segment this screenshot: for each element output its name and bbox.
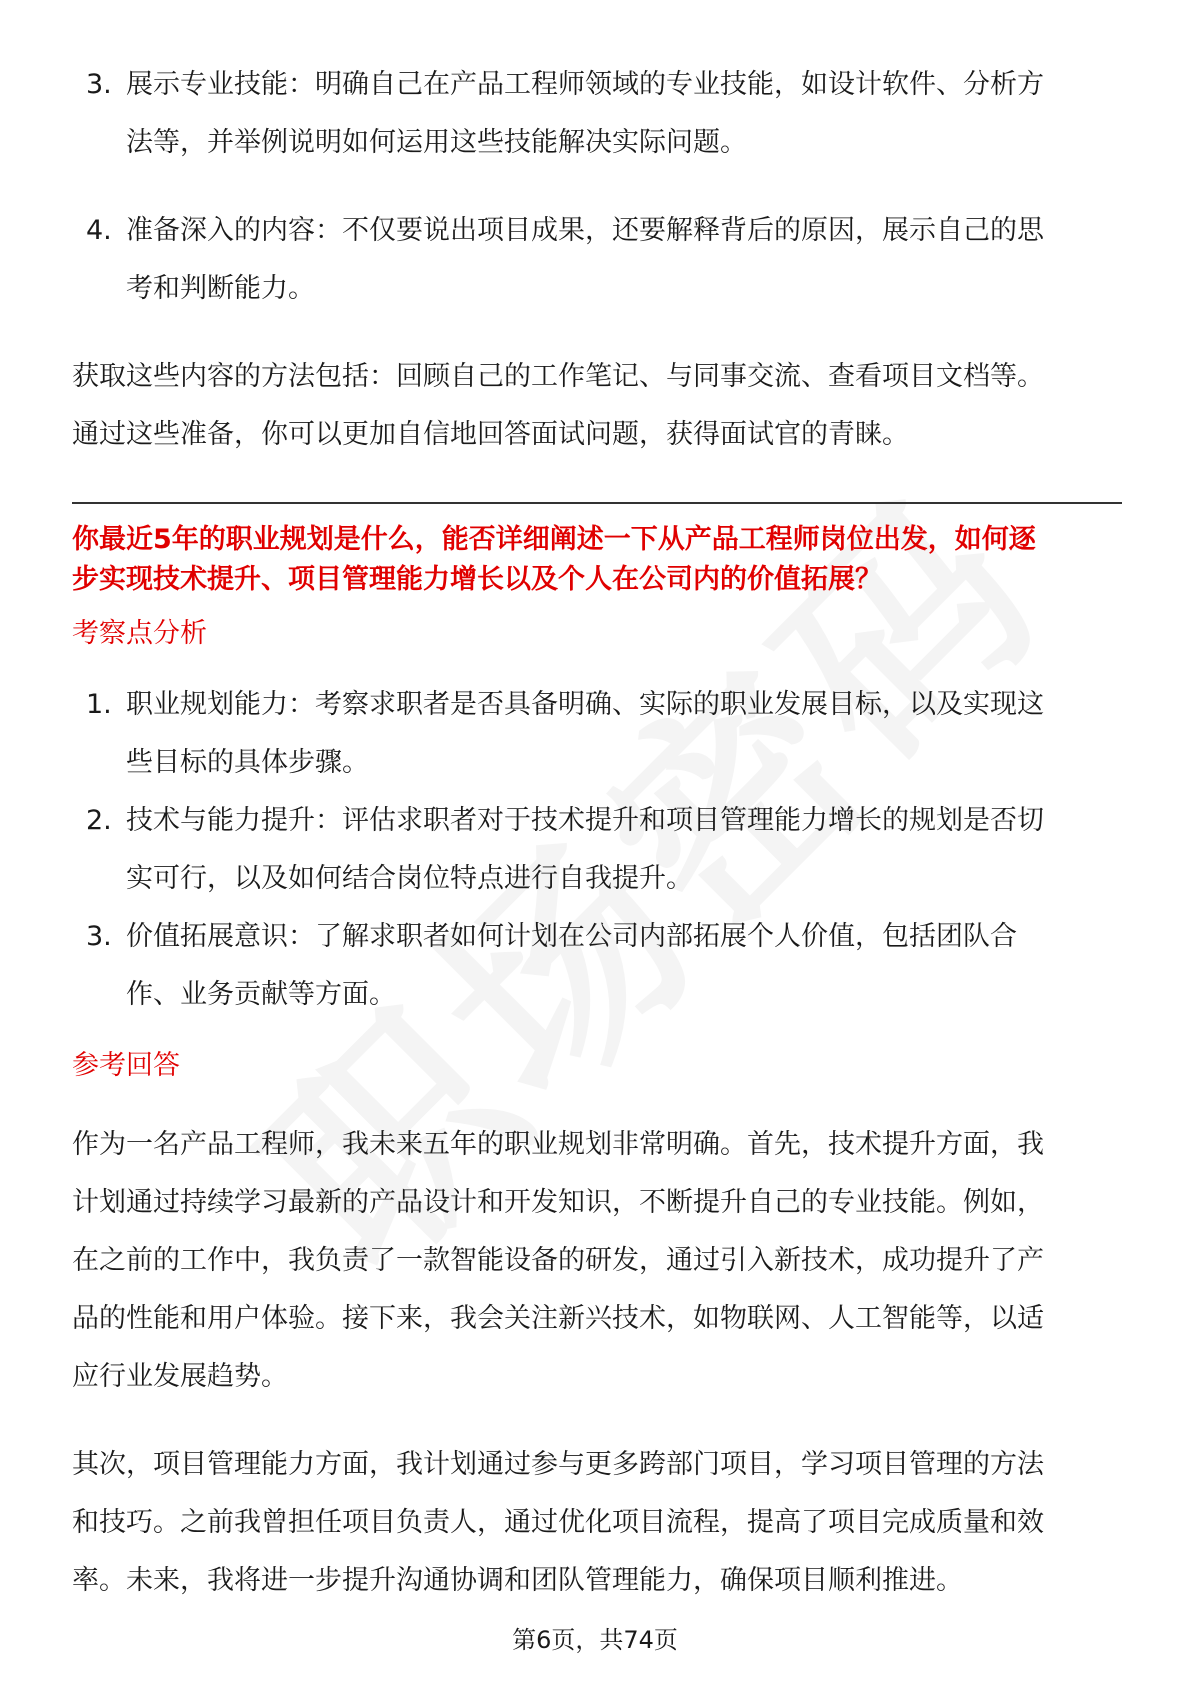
closing-paragraph [72,348,1122,464]
list-item-line: 考和判断能力。 [126,273,315,304]
list-number: 1. [86,689,112,720]
list-item-line: 技术与能力提升：评估求职者对于技术提升和项目管理能力增长的规划是否切 [126,805,1044,836]
paragraph-line: 通过这些准备，你可以更加自信地回答面试问题，获得面试官的青睐。 [72,419,909,450]
list-item [72,676,1122,792]
list-item-line: 法等，并举例说明如何运用这些技能解决实际问题。 [126,127,747,158]
tips-list [72,56,1122,318]
paragraph-line: 率。未来，我将进一步提升沟通协调和团队管理能力，确保项目顺利推进。 [72,1565,963,1596]
list-number: 4. [86,215,112,246]
list-item-line: 展示专业技能：明确自己在产品工程师领域的专业技能，如设计软件、分析方 [126,69,1044,100]
list-item-line: 作、业务贡献等方面。 [126,979,396,1010]
list-item-line: 职业规划能力：考察求职者是否具备明确、实际的职业发展目标，以及实现这 [126,689,1044,720]
question-line: 步实现技术提升、项目管理能力增长以及个人在公司内的价值拓展？ [72,564,882,595]
list-number: 3. [86,69,112,100]
interview-question [72,520,1122,600]
page-footer: 第6页，共74页 [512,1626,678,1654]
list-item-line: 实可行，以及如何结合岗位特点进行自我提升。 [126,863,693,894]
list-item [72,202,1122,318]
paragraph-line: 在之前的工作中，我负责了一款智能设备的研发，通过引入新技术，成功提升了产 [72,1245,1044,1276]
paragraph-line: 计划通过持续学习最新的产品设计和开发知识，不断提升自己的专业技能。例如， [72,1187,1044,1218]
answer-paragraph [72,1436,1122,1610]
list-item-line: 些目标的具体步骤。 [126,747,369,778]
list-number: 3. [86,921,112,952]
paragraph-line: 其次，项目管理能力方面，我计划通过参与更多跨部门项目，学习项目管理的方法 [72,1449,1044,1480]
paragraph-line: 和技巧。之前我曾担任项目负责人，通过优化项目流程，提高了项目完成质量和效 [72,1507,1044,1538]
list-item [72,792,1122,908]
list-item [72,908,1122,1024]
list-item [72,56,1122,172]
list-item-line: 价值拓展意识：了解求职者如何计划在公司内部拓展个人价值，包括团队合 [126,921,1017,952]
answer-heading: 参考回答 [72,1050,180,1081]
paragraph-line: 应行业发展趋势。 [72,1361,288,1392]
analysis-list [72,676,1122,1024]
list-number: 2. [86,805,112,836]
question-line: 你最近5年的职业规划是什么，能否详细阐述一下从产品工程师岗位出发，如何逐 [72,524,1036,555]
section-divider [72,502,1122,504]
page-content [72,56,1122,1610]
list-item-line: 准备深入的内容：不仅要说出项目成果，还要解释背后的原因，展示自己的思 [126,215,1044,246]
analysis-heading: 考察点分析 [72,618,207,649]
paragraph-line: 作为一名产品工程师，我未来五年的职业规划非常明确。首先，技术提升方面，我 [72,1129,1044,1160]
answer-paragraph [72,1116,1122,1406]
paragraph-line: 品的性能和用户体验。接下来，我会关注新兴技术，如物联网、人工智能等，以适 [72,1303,1044,1334]
paragraph-line: 获取这些内容的方法包括：回顾自己的工作笔记、与同事交流、查看项目文档等。 [72,361,1044,392]
